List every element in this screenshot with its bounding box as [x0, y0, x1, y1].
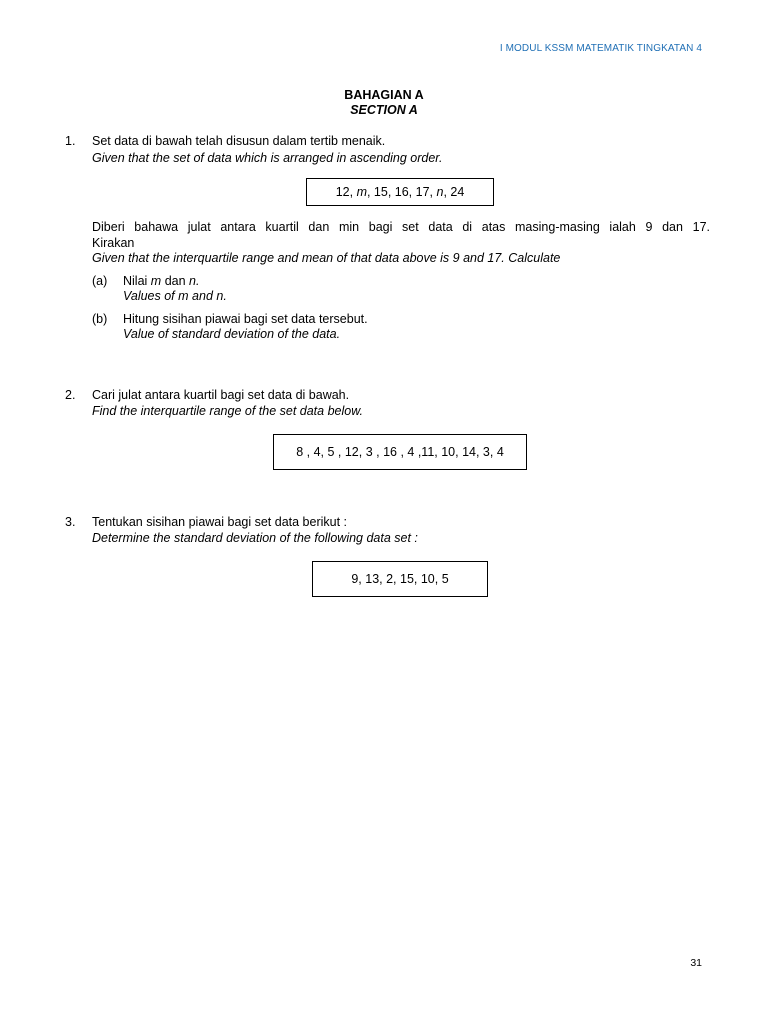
section-title-english: SECTION A — [350, 103, 418, 117]
question-3-english: Determine the standard deviation of the following data set : — [92, 531, 418, 545]
part-b-english: Value of standard deviation of the data. — [123, 327, 341, 341]
question-2-english: Find the interquartile range of the set data below. — [92, 404, 364, 418]
question-1-number: 1. — [65, 134, 76, 148]
question-2-number: 2. — [65, 388, 76, 402]
part-b-malay: Hitung sisihan piawai bagi set data tersebut. — [123, 312, 368, 326]
section-title-malay: BAHAGIAN A — [344, 88, 424, 102]
question-3-data-box — [312, 561, 488, 597]
running-header: I MODUL KSSM MATEMATIK TINGKATAN 4 — [499, 43, 702, 54]
question-3-malay: Tentukan sisihan piawai bagi set data berikut : — [92, 515, 348, 529]
question-2-malay: Cari julat antara kuartil bagi set data di bawah. — [92, 388, 350, 402]
part-a-english: Values of m and n. — [123, 289, 227, 303]
question-3-number: 3. — [65, 515, 76, 529]
part-b-label: (b) — [92, 312, 108, 326]
question-1-given-malay: Diberi bahawa julat antara kuartil dan min bagi set data di atas masing-masing ialah 9 dan 17. — [92, 220, 710, 234]
question-1-intro-english: Given that the set of data which is arranged in ascending order. — [92, 151, 443, 165]
question-1-given-malay-cont: Kirakan — [92, 236, 135, 250]
part-a-malay: Nilai m dan n. — [123, 274, 200, 288]
page-number: 31 — [690, 957, 702, 969]
data-box-text: 12, m, 15, 16, 17, n, 24 — [335, 185, 465, 199]
question-1-data-box — [306, 178, 494, 206]
question-1-intro-malay: Set data di bawah telah disusun dalam tertib menaik. — [92, 134, 386, 148]
part-a-label: (a) — [92, 274, 108, 288]
data-box-text: 8 , 4, 5 , 12, 3 , 16 , 4 ,11, 10, 14, 3, 4 — [296, 445, 504, 459]
data-box-text: 9, 13, 2, 15, 10, 5 — [351, 572, 449, 586]
question-2-data-box — [273, 434, 527, 470]
question-1-given-english: Given that the interquartile range and mean of that data above is 9 and 17. Calculate — [92, 251, 561, 265]
